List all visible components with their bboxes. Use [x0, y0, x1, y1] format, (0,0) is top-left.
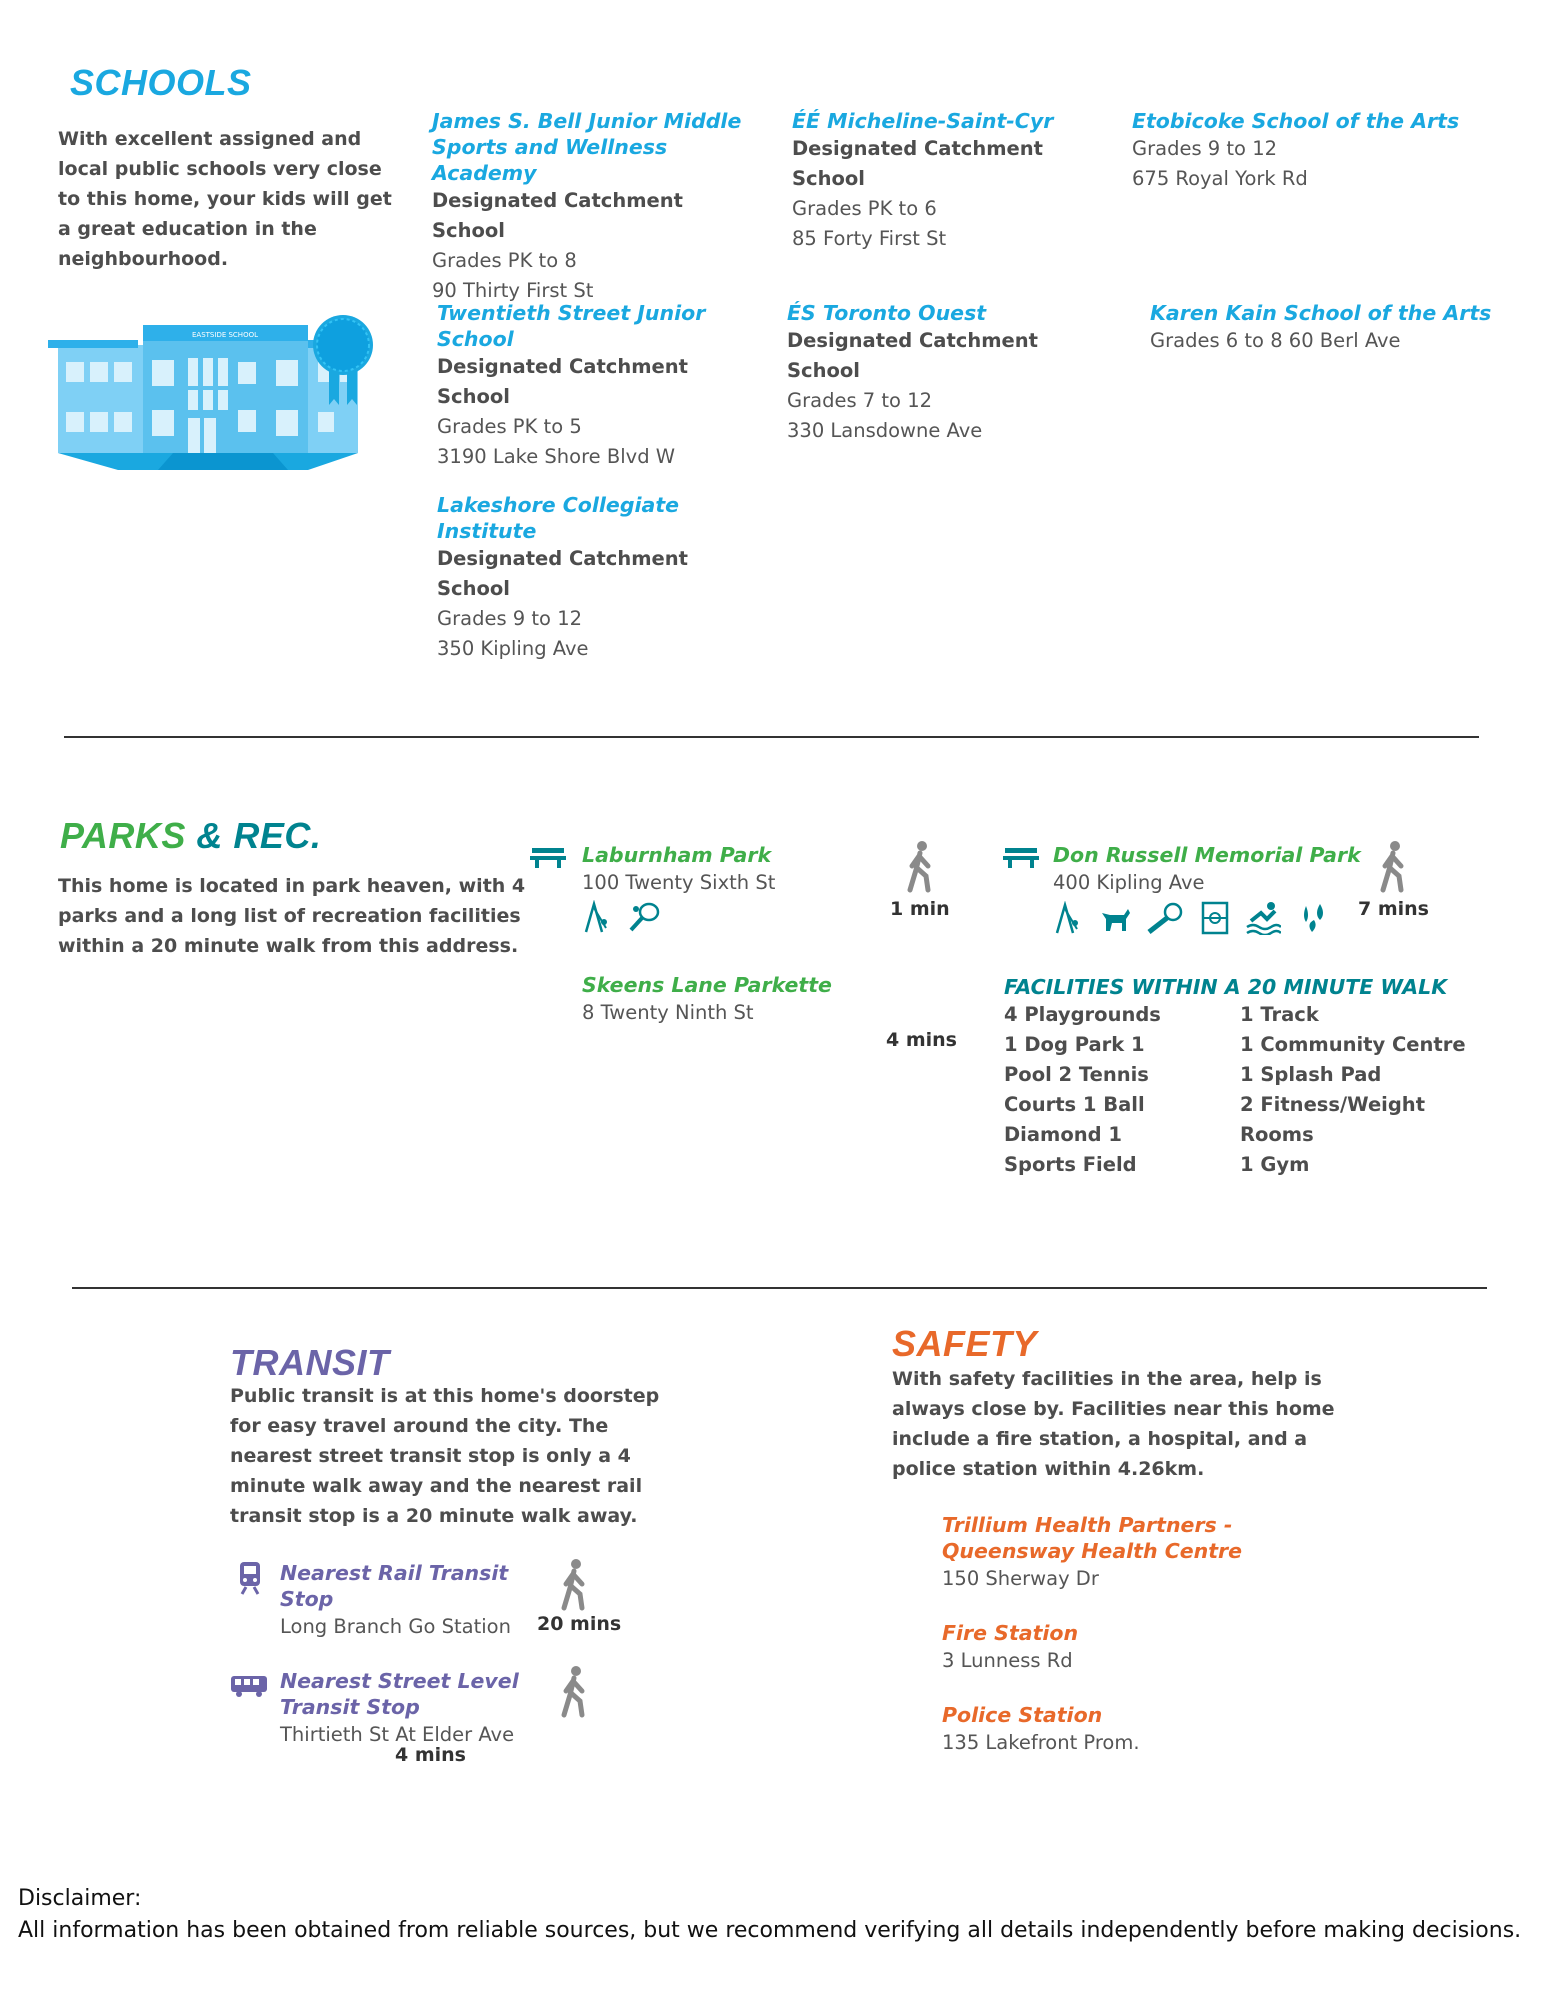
facility-item: 4 Playgrounds [1004, 1003, 1161, 1026]
school-type: Designated Catchment School [787, 329, 1038, 382]
school-address: 350 Kipling Ave [437, 637, 589, 660]
facility-item: Sports Field [1004, 1153, 1137, 1176]
sports-field-icon [1200, 900, 1230, 940]
safety-name[interactable]: Fire Station [942, 1621, 1079, 1645]
pool-icon [1245, 901, 1281, 939]
park-card [582, 842, 912, 938]
school-name[interactable]: Lakeshore Collegiate Institute [437, 493, 680, 543]
rail-transit-card [280, 1560, 540, 1642]
school-card [437, 492, 757, 664]
school-grades: Grades PK to 8 [432, 249, 577, 272]
school-address: 85 Forty First St [792, 227, 947, 250]
transit-title: TRANSIT [230, 1342, 390, 1383]
bench-icon [1003, 846, 1039, 872]
facilities-list-right [1240, 1000, 1500, 1180]
disclaimer-label: Disclaimer: [18, 1886, 142, 1911]
tennis-icon [627, 900, 663, 938]
walking-person-icon [1373, 840, 1413, 894]
playground-icon [1053, 901, 1083, 939]
building-sign: EASTSIDE SCHOOL [192, 331, 258, 339]
school-address: 675 Royal York Rd [1132, 167, 1308, 190]
school-building-illustration [48, 300, 378, 480]
school-grades: Grades 9 to 12 [437, 607, 583, 630]
safety-name[interactable]: Trillium Health Partners - Queensway Health Centre [942, 1513, 1243, 1563]
park-name[interactable]: Skeens Lane Parkette [582, 973, 832, 997]
school-name[interactable]: Karen Kain School of the Arts [1150, 301, 1492, 325]
school-name[interactable]: James S. Bell Junior Middle Sports and Wellness Academy [432, 109, 742, 185]
facility-item: 1 Dog Park 1 [1004, 1033, 1145, 1056]
dog-park-icon [1098, 903, 1132, 937]
school-grades: Grades 7 to 12 [787, 389, 933, 412]
safety-title: SAFETY [892, 1323, 1038, 1364]
school-address: 330 Lansdowne Ave [787, 419, 983, 442]
train-icon [236, 1560, 264, 1600]
bench-icon [530, 846, 566, 872]
school-card [787, 300, 1117, 446]
school-type: Designated Catchment School [432, 189, 683, 242]
facilities-title: FACILITIES WITHIN A 20 MINUTE WALK [1004, 975, 1448, 999]
school-name[interactable]: ÉS Toronto Ouest [787, 301, 987, 325]
disclaimer [18, 1883, 1528, 1947]
school-card [792, 108, 1122, 254]
facility-item: 2 Fitness/Weight Rooms [1240, 1093, 1426, 1146]
safety-card [942, 1702, 1272, 1758]
bus-icon [230, 1674, 268, 1702]
school-type: Designated Catchment School [792, 137, 1043, 190]
facility-item: 1 Splash Pad [1240, 1063, 1382, 1086]
disclaimer-text: All information has been obtained from reliable sources, but we recommend verifying all details independently before making decisions. [18, 1918, 1522, 1943]
facilities-list-left [1004, 1000, 1164, 1180]
parks-title [60, 815, 321, 857]
walk-time: 7 mins [1358, 898, 1429, 920]
parks-intro: This home is located in park heaven, with 4 parks and a long list of recreation facilities within a 20 minute walk from this address. [58, 875, 526, 957]
school-grades: Grades 9 to 12 [1132, 137, 1278, 160]
facility-item: Diamond 1 [1004, 1123, 1122, 1146]
transit-name[interactable]: Nearest Rail Transit Stop [280, 1561, 509, 1611]
facility-item: Pool 2 Tennis [1004, 1063, 1149, 1086]
safety-address: 150 Sherway Dr [942, 1567, 1099, 1590]
school-type: Designated Catchment School [437, 547, 688, 600]
school-grades: Grades PK to 5 [437, 415, 582, 438]
walking-person-icon [554, 1665, 594, 1719]
school-type: Designated Catchment School [437, 355, 688, 408]
school-name[interactable]: Etobicoke School of the Arts [1132, 109, 1460, 133]
school-card [1132, 108, 1512, 194]
parks-title-a: PARKS [60, 815, 186, 856]
splash-pad-icon [1296, 902, 1330, 938]
safety-name[interactable]: Police Station [942, 1703, 1103, 1727]
school-address: 3190 Lake Shore Blvd W [437, 445, 676, 468]
walking-person-icon [554, 1558, 594, 1612]
transit-address: Thirtieth St At Elder Ave [280, 1723, 515, 1746]
safety-card [942, 1512, 1272, 1594]
walk-time: 1 min [890, 898, 950, 920]
safety-intro: With safety facilities in the area, help is always close by. Facilities near this home include a fire station, a hospital, and a police station within 4.26km. [892, 1368, 1335, 1480]
safety-address: 3 Lunness Rd [942, 1649, 1073, 1672]
school-card [1150, 300, 1520, 356]
walk-time: 4 mins [886, 1029, 957, 1051]
school-grades: Grades PK to 6 [792, 197, 937, 220]
park-amenity-icons [582, 900, 912, 938]
parks-title-b: & REC. [196, 815, 322, 856]
walk-time: 20 mins [537, 1613, 622, 1635]
schools-title: SCHOOLS [70, 62, 252, 103]
walking-person-icon [900, 840, 940, 894]
school-name[interactable]: ÉÉ Micheline-Saint-Cyr [792, 109, 1054, 133]
street-transit-card [280, 1668, 540, 1750]
transit-intro: Public transit is at this home's doorstep for easy travel around the city. The nearest street transit stop is only a 4 minute walk away and the nearest rail transit stop is a 20 minute walk away. [230, 1385, 660, 1527]
walk-time: 4 mins [395, 1744, 466, 1766]
schools-intro: With excellent assigned and local public schools very close to this home, your kids will get a great education in the neighbourhood. [58, 128, 392, 270]
section-divider [72, 1287, 1487, 1289]
park-card [582, 972, 912, 1028]
park-address: 100 Twenty Sixth St [582, 871, 776, 894]
park-name[interactable]: Laburnham Park [582, 843, 772, 867]
park-name[interactable]: Don Russell Memorial Park [1053, 843, 1361, 867]
park-address: 400 Kipling Ave [1053, 871, 1205, 894]
section-divider [64, 736, 1479, 738]
ball-diamond-icon [1147, 902, 1185, 938]
transit-address: Long Branch Go Station [280, 1615, 511, 1638]
safety-address: 135 Lakefront Prom. [942, 1731, 1140, 1754]
park-amenity-icons [1053, 900, 1393, 940]
school-name[interactable]: Twentieth Street Junior School [437, 301, 706, 351]
facility-item: 1 Community Centre [1240, 1033, 1466, 1056]
facility-item: 1 Track [1240, 1003, 1319, 1026]
playground-icon [582, 900, 612, 938]
safety-card [942, 1620, 1272, 1676]
school-card [432, 108, 762, 306]
facility-item: Courts 1 Ball [1004, 1093, 1145, 1116]
transit-name[interactable]: Nearest Street Level Transit Stop [280, 1669, 519, 1719]
school-card [437, 300, 757, 472]
school-grades-address: Grades 6 to 8 60 Berl Ave [1150, 329, 1401, 352]
facility-item: 1 Gym [1240, 1153, 1310, 1176]
park-card [1053, 842, 1393, 940]
park-address: 8 Twenty Ninth St [582, 1001, 754, 1024]
school-address: 90 Thirty First St [432, 279, 594, 302]
